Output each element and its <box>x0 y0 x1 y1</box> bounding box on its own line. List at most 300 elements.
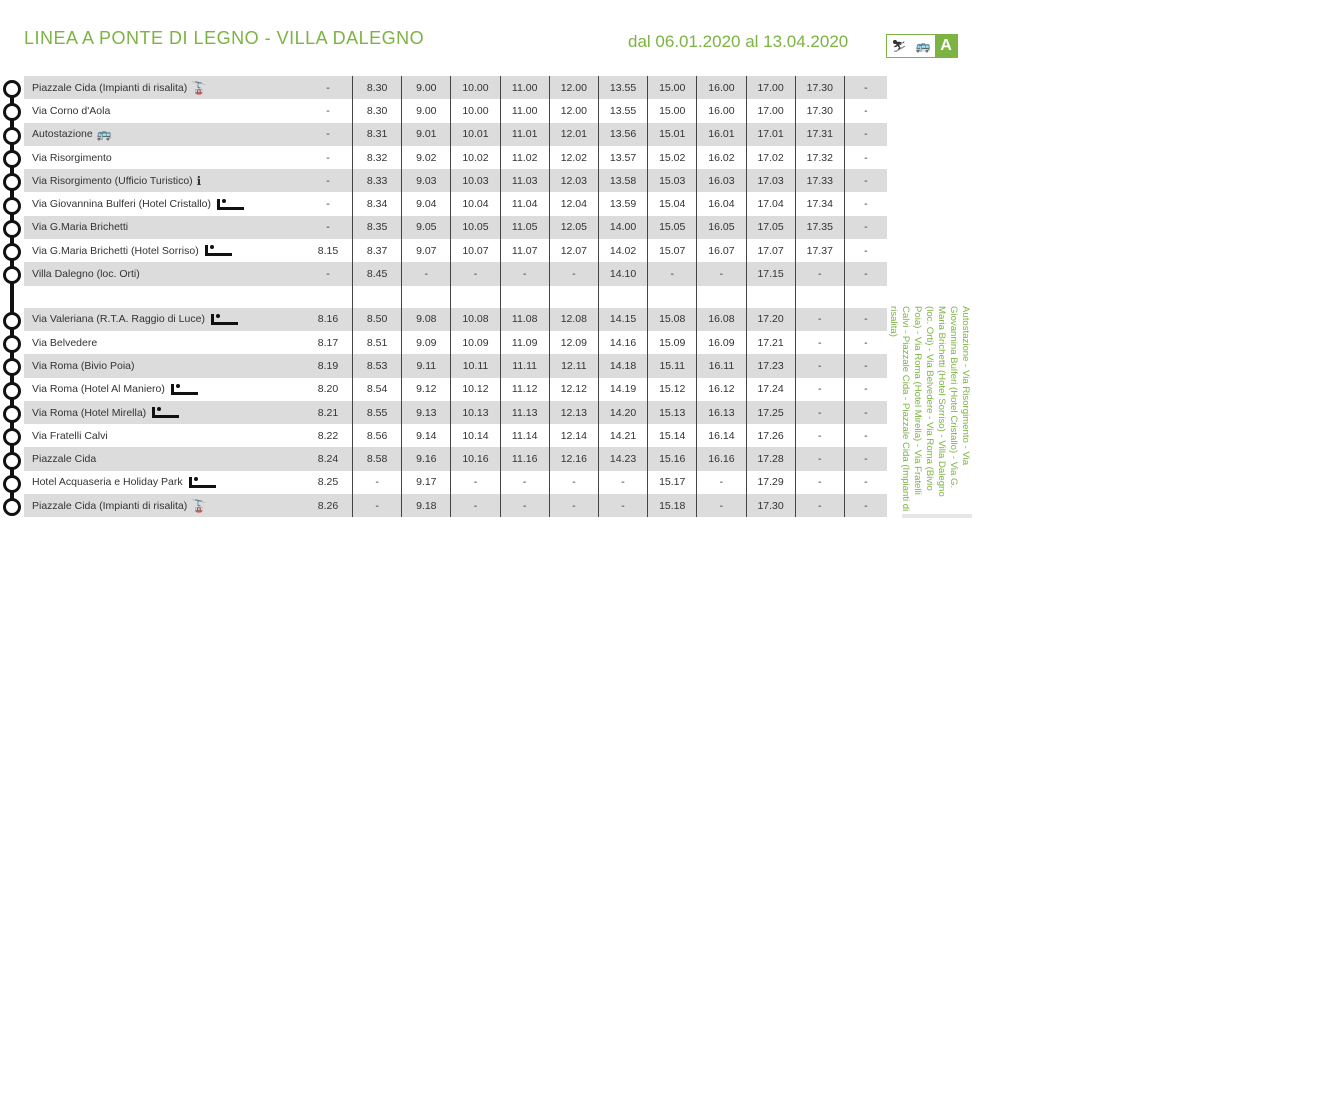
time-cell: 9.05 <box>402 216 451 239</box>
time-cell: 13.55 <box>598 99 647 122</box>
time-cell: 8.19 <box>304 354 353 377</box>
time-cell: 10.13 <box>451 401 500 424</box>
bed-icon <box>171 384 198 395</box>
stop-name-cell <box>24 471 304 494</box>
time-cell: 8.55 <box>353 401 402 424</box>
stop-name: Via Belvedere <box>32 336 98 349</box>
time-cell: - <box>844 354 887 377</box>
stop-name-cell <box>24 169 304 192</box>
time-cell: 16.16 <box>697 447 746 470</box>
time-cell: 11.16 <box>500 447 549 470</box>
time-cell: 14.16 <box>598 331 647 354</box>
time-cell: - <box>402 262 451 285</box>
time-cell: 16.07 <box>697 239 746 262</box>
time-cell: 14.18 <box>598 354 647 377</box>
time-cell: - <box>304 216 353 239</box>
time-cell: 12.00 <box>549 99 598 122</box>
time-cell: 9.11 <box>402 354 451 377</box>
time-cell: 12.01 <box>549 123 598 146</box>
time-cell: 16.00 <box>697 76 746 99</box>
time-cell: 15.14 <box>648 424 697 447</box>
bed-icon <box>217 199 244 210</box>
time-cell: 9.17 <box>402 471 451 494</box>
time-cell: 8.15 <box>304 239 353 262</box>
time-cell: 9.18 <box>402 494 451 517</box>
time-cell: 17.01 <box>746 123 795 146</box>
info-icon: ℹ <box>196 173 202 188</box>
time-cell: 15.16 <box>648 447 697 470</box>
stop-name-cell <box>24 354 304 377</box>
side-route-note <box>888 306 973 512</box>
table-row <box>24 216 887 239</box>
bed-icon <box>189 477 216 488</box>
time-cell: 15.08 <box>648 308 697 331</box>
time-cell: 8.35 <box>353 216 402 239</box>
stop-name: Piazzale Cida <box>32 453 97 466</box>
table-row <box>24 146 887 169</box>
stop-name-cell <box>24 308 304 331</box>
time-cell: 15.12 <box>648 378 697 401</box>
time-cell: 12.05 <box>549 216 598 239</box>
time-cell: 16.04 <box>697 192 746 215</box>
time-cell: 13.57 <box>598 146 647 169</box>
time-cell: - <box>697 262 746 285</box>
stop-node-icon <box>3 127 21 145</box>
time-cell: - <box>844 262 887 285</box>
time-cell: 11.09 <box>500 331 549 354</box>
time-cell: 17.28 <box>746 447 795 470</box>
time-cell: - <box>844 216 887 239</box>
table-row <box>24 262 887 285</box>
gap-cell <box>500 286 549 308</box>
stop-name: Via G.Maria Brichetti <box>32 221 129 234</box>
time-cell: 17.33 <box>795 169 844 192</box>
time-cell: - <box>549 262 598 285</box>
time-cell: - <box>864 336 868 349</box>
time-cell: - <box>304 169 353 192</box>
time-cell: - <box>844 76 887 99</box>
time-cell: - <box>864 198 868 211</box>
time-cell: - <box>697 471 746 494</box>
gap-cell <box>549 286 598 308</box>
stop-name: Via Valeriana (R.T.A. Raggio di Luce) <box>32 313 205 326</box>
time-cell: 8.22 <box>304 424 353 447</box>
time-cell: 11.02 <box>500 146 549 169</box>
time-cell: - <box>795 424 844 447</box>
time-cell: 11.01 <box>500 123 549 146</box>
time-cell: 12.11 <box>549 354 598 377</box>
time-cell: 12.16 <box>549 447 598 470</box>
time-cell: 14.02 <box>598 239 647 262</box>
time-cell: 10.07 <box>451 239 500 262</box>
stop-name: Via Corno d'Aola <box>32 104 111 117</box>
stop-name-cell <box>24 378 304 401</box>
time-cell: 16.11 <box>697 354 746 377</box>
stop-name-cell <box>24 192 304 215</box>
gap-cell <box>598 286 647 308</box>
time-cell: 17.03 <box>746 169 795 192</box>
time-cell: 16.01 <box>697 123 746 146</box>
stop-node-icon <box>3 197 21 215</box>
time-cell: 10.03 <box>451 169 500 192</box>
time-cell: 15.05 <box>648 216 697 239</box>
table-row <box>24 308 887 331</box>
time-cell: - <box>844 494 887 517</box>
gap-cell <box>697 286 746 308</box>
gap-cell <box>746 286 795 308</box>
time-cell: - <box>864 429 868 442</box>
time-cell: 17.30 <box>795 99 844 122</box>
stop-node-icon <box>3 243 21 261</box>
time-cell: 15.07 <box>648 239 697 262</box>
time-cell: 12.14 <box>549 424 598 447</box>
time-cell: 12.02 <box>549 146 598 169</box>
gap-cell <box>402 286 451 308</box>
time-cell: 11.00 <box>500 99 549 122</box>
stop-node-icon <box>3 103 21 121</box>
time-cell: 9.09 <box>402 331 451 354</box>
time-cell: - <box>500 262 549 285</box>
stop-name: Via Risorgimento (Ufficio Turistico) <box>32 174 193 187</box>
time-cell: 17.25 <box>746 401 795 424</box>
time-cell: 15.04 <box>648 192 697 215</box>
time-cell: 17.30 <box>795 76 844 99</box>
table-row <box>24 378 887 401</box>
time-cell: 12.07 <box>549 239 598 262</box>
time-cell: 10.04 <box>451 192 500 215</box>
time-cell: 15.09 <box>648 331 697 354</box>
stop-node-icon <box>3 173 21 191</box>
stop-name-cell <box>24 146 304 169</box>
side-route-text: Autostazione - Via Risorgimento - Via Giovannina Bulferi (Hotel Cristallo) - Via G. Maria Brichetti (Hotel Sorriso) - Villa Dalegno (loc. Orti) - Via Belvedere - Via Roma (Bivio Poia) - Via Roma (Hotel Mirella) - Via Fratelli Calvi - Piazzale Cida - Piazzale Cida (Impianti di risalita) <box>888 306 971 512</box>
time-cell: 15.00 <box>648 99 697 122</box>
time-cell: 8.33 <box>353 169 402 192</box>
time-cell: - <box>844 401 887 424</box>
time-cell: 8.58 <box>353 447 402 470</box>
stop-node-icon <box>3 475 21 493</box>
table-row <box>24 99 887 122</box>
stop-name: Via Risorgimento <box>32 151 112 164</box>
time-cell: - <box>844 169 887 192</box>
time-cell: 16.00 <box>697 99 746 122</box>
time-cell: - <box>451 471 500 494</box>
time-cell: 11.00 <box>500 76 549 99</box>
time-cell: 14.15 <box>598 308 647 331</box>
time-cell: 17.20 <box>746 308 795 331</box>
stop-name-cell <box>24 424 304 447</box>
time-cell: 8.51 <box>353 331 402 354</box>
time-cell: 9.02 <box>402 146 451 169</box>
line-badge <box>886 34 958 58</box>
stop-name-cell <box>24 331 304 354</box>
time-cell: - <box>598 494 647 517</box>
time-cell: 8.17 <box>304 331 353 354</box>
time-cell: 11.12 <box>500 378 549 401</box>
time-cell: - <box>795 471 844 494</box>
bus-icon: 🚌 <box>915 39 931 53</box>
route-timeline <box>0 74 24 524</box>
validity-period: dal 06.01.2020 al 13.04.2020 <box>628 32 849 51</box>
time-cell: - <box>549 471 598 494</box>
time-cell: 12.00 <box>549 76 598 99</box>
time-cell: - <box>304 76 353 99</box>
time-cell: 17.34 <box>795 192 844 215</box>
time-cell: - <box>697 494 746 517</box>
time-cell: 15.18 <box>648 494 697 517</box>
time-cell: - <box>864 476 868 489</box>
time-cell: 8.30 <box>353 99 402 122</box>
time-cell: 8.37 <box>353 239 402 262</box>
time-cell: 8.16 <box>304 308 353 331</box>
time-cell: 17.32 <box>795 146 844 169</box>
time-cell: 17.04 <box>746 192 795 215</box>
time-cell: 9.12 <box>402 378 451 401</box>
stop-node-icon <box>3 405 21 423</box>
stop-node-icon <box>3 220 21 238</box>
time-cell: - <box>451 262 500 285</box>
stop-name-cell <box>24 216 304 239</box>
time-cell: 8.56 <box>353 424 402 447</box>
line-letter: A <box>935 35 957 57</box>
gap-cell <box>24 286 304 308</box>
time-cell: 14.10 <box>598 262 647 285</box>
table-row <box>24 331 887 354</box>
stop-node-icon <box>3 150 21 168</box>
time-cell: - <box>795 494 844 517</box>
time-cell: - <box>864 151 868 164</box>
time-cell: 13.59 <box>598 192 647 215</box>
stop-name: Via Roma (Bivio Poia) <box>32 359 135 372</box>
time-cell: 14.21 <box>598 424 647 447</box>
time-cell: 16.09 <box>697 331 746 354</box>
time-cell: 10.08 <box>451 308 500 331</box>
time-cell: 8.21 <box>304 401 353 424</box>
time-cell: 14.23 <box>598 447 647 470</box>
stop-name-cell <box>24 99 304 122</box>
time-cell: 9.14 <box>402 424 451 447</box>
stop-node-icon <box>3 498 21 516</box>
time-cell: 11.04 <box>500 192 549 215</box>
table-row <box>24 192 887 215</box>
stop-name: Villa Dalegno (loc. Orti) <box>32 268 140 281</box>
time-cell: 8.20 <box>304 378 353 401</box>
time-cell: 11.13 <box>500 401 549 424</box>
divider <box>902 514 972 518</box>
stop-name: Via G.Maria Brichetti (Hotel Sorriso) <box>32 244 199 257</box>
time-cell: 16.13 <box>697 401 746 424</box>
table-row <box>24 76 887 99</box>
table-row <box>24 424 887 447</box>
stop-node-icon <box>3 266 21 284</box>
time-cell: 13.58 <box>598 169 647 192</box>
time-cell: 9.07 <box>402 239 451 262</box>
time-cell: - <box>353 471 402 494</box>
stop-name: Hotel Acquaseria e Holiday Park <box>32 476 183 489</box>
time-cell: 12.03 <box>549 169 598 192</box>
time-cell: 17.23 <box>746 354 795 377</box>
time-cell: 13.55 <box>598 76 647 99</box>
stop-node-icon <box>3 428 21 446</box>
stop-node-icon <box>3 452 21 470</box>
time-cell: 17.24 <box>746 378 795 401</box>
time-cell: 17.00 <box>746 99 795 122</box>
time-cell: 8.45 <box>353 262 402 285</box>
time-cell: 17.15 <box>746 262 795 285</box>
time-cell: 9.03 <box>402 169 451 192</box>
time-cell: 15.11 <box>648 354 697 377</box>
time-cell: 14.19 <box>598 378 647 401</box>
time-cell: - <box>795 262 844 285</box>
time-cell: - <box>353 494 402 517</box>
stop-name-cell <box>24 76 304 99</box>
stop-name-cell <box>24 447 304 470</box>
bed-icon <box>205 245 232 256</box>
time-cell: 8.54 <box>353 378 402 401</box>
stop-name-cell <box>24 262 304 285</box>
time-cell: 8.50 <box>353 308 402 331</box>
stop-node-icon <box>3 382 21 400</box>
time-cell: 15.02 <box>648 146 697 169</box>
time-cell: - <box>304 99 353 122</box>
time-cell: 16.08 <box>697 308 746 331</box>
skier-icon: ⛷ <box>891 39 907 53</box>
time-cell: - <box>451 494 500 517</box>
gap-cell <box>844 286 887 308</box>
time-cell: 17.05 <box>746 216 795 239</box>
time-cell: 10.01 <box>451 123 500 146</box>
time-cell: 17.35 <box>795 216 844 239</box>
time-cell: - <box>844 447 887 470</box>
cable-car-icon: 🚡 <box>191 80 207 95</box>
time-cell: - <box>864 244 868 257</box>
time-cell: 9.00 <box>402 76 451 99</box>
time-cell: - <box>844 123 887 146</box>
time-cell: 10.02 <box>451 146 500 169</box>
time-cell: 17.21 <box>746 331 795 354</box>
time-cell: 16.03 <box>697 169 746 192</box>
time-cell: 9.00 <box>402 99 451 122</box>
time-cell: 9.13 <box>402 401 451 424</box>
time-cell: 10.09 <box>451 331 500 354</box>
time-cell: 11.05 <box>500 216 549 239</box>
time-cell: 10.11 <box>451 354 500 377</box>
time-cell: 16.12 <box>697 378 746 401</box>
time-cell: 17.31 <box>795 123 844 146</box>
time-cell: 10.00 <box>451 99 500 122</box>
table-row <box>24 447 887 470</box>
time-cell: 17.02 <box>746 146 795 169</box>
stop-name-cell <box>24 494 304 517</box>
stop-name-cell <box>24 239 304 262</box>
time-cell: 11.03 <box>500 169 549 192</box>
time-cell: - <box>844 308 887 331</box>
stop-name-cell <box>24 401 304 424</box>
time-cell: 11.08 <box>500 308 549 331</box>
time-cell: - <box>549 494 598 517</box>
stop-node-icon <box>3 80 21 98</box>
gap-cell <box>353 286 402 308</box>
stop-node-icon <box>3 312 21 330</box>
table-row <box>24 471 887 494</box>
time-cell: 16.14 <box>697 424 746 447</box>
table-row <box>24 239 887 262</box>
time-cell: 9.16 <box>402 447 451 470</box>
time-cell: 10.12 <box>451 378 500 401</box>
stop-name: Via Giovannina Bulferi (Hotel Cristallo) <box>32 198 211 211</box>
time-cell: - <box>864 383 868 396</box>
time-cell: 11.14 <box>500 424 549 447</box>
stop-name: Piazzale Cida (Impianti di risalita) <box>32 499 188 512</box>
time-cell: 10.14 <box>451 424 500 447</box>
time-cell: - <box>598 471 647 494</box>
time-cell: - <box>795 401 844 424</box>
time-cell: 11.11 <box>500 354 549 377</box>
time-cell: - <box>864 104 868 117</box>
time-cell: - <box>795 447 844 470</box>
time-cell: 8.25 <box>304 471 353 494</box>
time-cell: - <box>795 331 844 354</box>
time-cell: 15.01 <box>648 123 697 146</box>
gap-cell <box>304 286 353 308</box>
time-cell: - <box>304 262 353 285</box>
time-cell: 8.34 <box>353 192 402 215</box>
time-cell: 12.08 <box>549 308 598 331</box>
time-cell: 13.56 <box>598 123 647 146</box>
time-cell: 12.12 <box>549 378 598 401</box>
timetable <box>24 76 887 517</box>
time-cell: 14.20 <box>598 401 647 424</box>
time-cell: 15.17 <box>648 471 697 494</box>
stop-name: Autostazione <box>32 128 93 141</box>
stop-name: Via Roma (Hotel Al Maniero) <box>32 383 165 396</box>
time-cell: 12.13 <box>549 401 598 424</box>
bed-icon <box>152 407 179 418</box>
time-cell: 10.05 <box>451 216 500 239</box>
stop-name-cell <box>24 123 304 146</box>
table-row <box>24 354 887 377</box>
time-cell: - <box>304 146 353 169</box>
time-cell: 8.32 <box>353 146 402 169</box>
time-cell: - <box>304 123 353 146</box>
bus-icon: 🚌 <box>96 127 112 142</box>
time-cell: - <box>795 354 844 377</box>
cable-car-icon: 🚡 <box>191 498 207 513</box>
time-cell: 8.53 <box>353 354 402 377</box>
time-cell: - <box>648 262 697 285</box>
time-cell: 9.01 <box>402 123 451 146</box>
table-row <box>24 494 887 517</box>
time-cell: 17.30 <box>746 494 795 517</box>
time-cell: 8.31 <box>353 123 402 146</box>
time-cell: 15.03 <box>648 169 697 192</box>
section-gap-row <box>24 286 887 308</box>
time-cell: - <box>304 192 353 215</box>
time-cell: 16.02 <box>697 146 746 169</box>
gap-cell <box>451 286 500 308</box>
time-cell: 15.00 <box>648 76 697 99</box>
time-cell: - <box>795 378 844 401</box>
time-cell: 12.09 <box>549 331 598 354</box>
time-cell: 17.07 <box>746 239 795 262</box>
time-cell: 8.30 <box>353 76 402 99</box>
table-row <box>24 169 887 192</box>
time-cell: 10.00 <box>451 76 500 99</box>
time-cell: 17.37 <box>795 239 844 262</box>
time-cell: 8.24 <box>304 447 353 470</box>
gap-cell <box>648 286 697 308</box>
table-row <box>24 401 887 424</box>
time-cell: 17.26 <box>746 424 795 447</box>
